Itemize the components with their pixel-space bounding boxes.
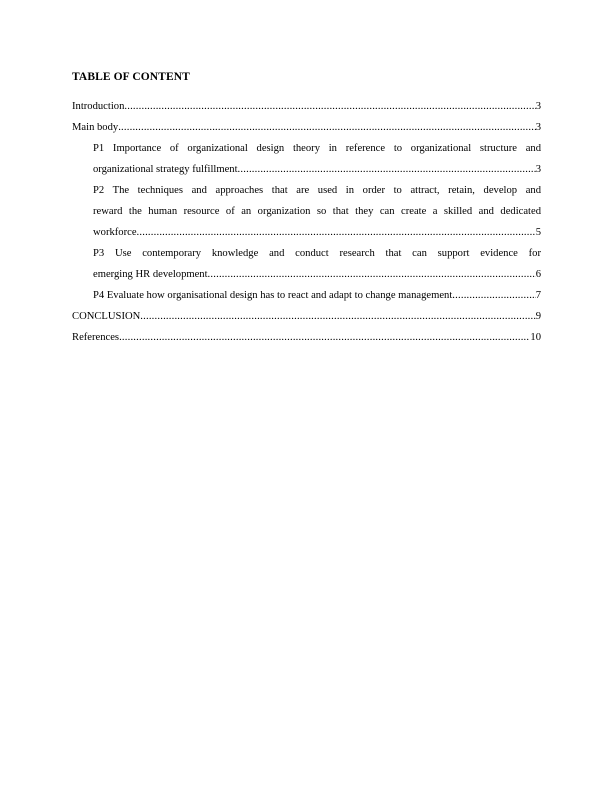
toc-page-number: 3 — [535, 122, 541, 133]
dot-leader — [140, 306, 535, 327]
toc-entry-label: organizational strategy fulfillment — [93, 164, 238, 175]
toc-page-number: 3 — [535, 164, 541, 175]
toc-page-number: 7 — [535, 290, 541, 301]
toc-entry-label: P4 Evaluate how organisational design has to react and adapt to change management — [93, 290, 453, 301]
toc-entry-p1[interactable] — [93, 138, 541, 180]
toc-list — [72, 96, 541, 348]
dot-leader — [124, 96, 535, 117]
toc-title: TABLE OF CONTENT — [72, 71, 190, 83]
toc-page-number: 3 — [535, 101, 541, 112]
toc-entry-label: workforce — [93, 227, 137, 238]
toc-entry-p2[interactable] — [93, 180, 541, 243]
toc-page-number: 5 — [535, 227, 541, 238]
toc-entry-conclusion[interactable] — [72, 306, 541, 327]
toc-entry-label: Main body — [72, 122, 119, 133]
toc-entry-label: CONCLUSION — [72, 311, 141, 322]
dot-leader — [137, 222, 536, 243]
toc-entry-line: P3 Use contemporary knowledge and conduct research that can support evidence for — [93, 248, 541, 259]
toc-entry-introduction[interactable] — [72, 96, 541, 117]
toc-entry-p4[interactable] — [93, 285, 541, 306]
toc-page-number: 6 — [535, 269, 541, 280]
toc-entry-line: reward the human resource of an organization so that they can create a skilled and dedicated — [93, 206, 541, 217]
toc-entry-references[interactable] — [72, 327, 541, 348]
toc-entry-main-body[interactable] — [72, 117, 541, 138]
toc-page-number: 10 — [530, 332, 541, 343]
dot-leader — [238, 159, 536, 180]
toc-entry-line: P1 Importance of organizational design theory in reference to organizational structure and — [93, 143, 541, 154]
toc-entry-label: References — [72, 332, 120, 343]
dot-leader — [119, 327, 530, 348]
dot-leader — [118, 117, 536, 138]
toc-entry-line: P2 The techniques and approaches that are used in order to attract, retain, develop and — [93, 185, 541, 196]
dot-leader — [452, 285, 535, 306]
toc-entry-label: Introduction — [72, 101, 125, 112]
toc-entry-label: emerging HR development — [93, 269, 208, 280]
dot-leader — [208, 264, 536, 285]
toc-page-number: 9 — [535, 311, 541, 322]
toc-entry-p3[interactable] — [93, 243, 541, 285]
